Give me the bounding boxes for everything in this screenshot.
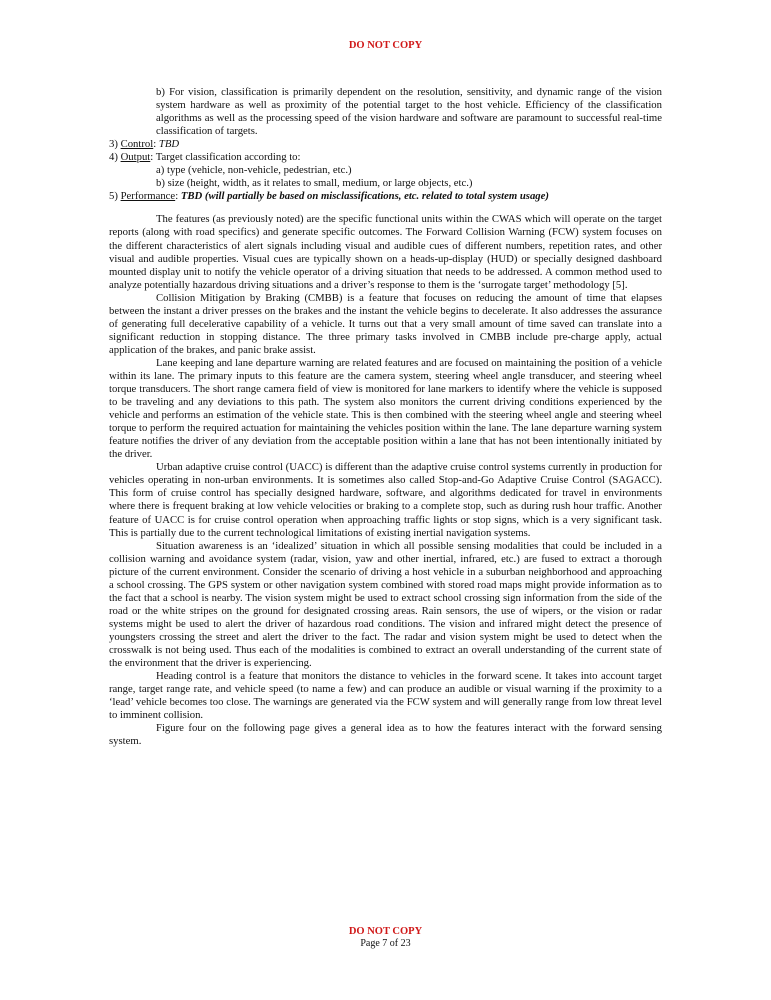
document-body	[109, 86, 662, 748]
list-item-b-vision: b) For vision, classification is primarily dependent on the resolution, sensitivity, and dynamic range of the vision system hardware as well as proximity of the potential target to the host vehicle. Efficiency of the classification algorithms as well as the processing speed of the vision hardware and software are paramount to successful real-time classification of targets.	[156, 86, 662, 138]
footer	[0, 926, 771, 950]
paragraph-features-fcw: The features (as previously noted) are the specific functional units within the CWAS which will operate on the target reports (along with road specifics) and generate specific outcomes. The Forward Collision Warning (FCW) system focuses on the different characteristics of alert signals including visual and audible cues of different numbers, repetition rates, and other visual and audible properties. Visual cues are typically shown on a heads-up-display (HUD) or specially designed dashboard mounted display unit to notify the vehicle operator of a driving situation that needs to be addressed. A common method used to analyze potentially hazardous driving situations and a driver’s response to them is the ‘surrogate target’ methodology [5].	[109, 213, 662, 291]
control-value: TBD	[158, 138, 180, 151]
paragraph-uacc: Urban adaptive cruise control (UACC) is different than the adaptive cruise control systems currently in production for vehicles operating in non-urban environments. It is sometimes also called Stop-and-Go Adaptive Cruise Control (SAGACC). This form of cruise control has specially designed hardware, software, and algorithms dedicated for travel in environments where there is frequent braking at low vehicle velocities or braking to a complete stop, such as during rush hour traffic. Another feature of UACC is for cruise control operation when approaching traffic lights or stop signs, which is a very significant task. This is partially due to the current technological limitations of existing inertial navigation systems.	[109, 461, 662, 539]
control-label: Control	[120, 138, 154, 151]
list-item-performance: 5) Performance: TBD (will partially be based on misclassifications, etc. related to total system usage)	[109, 190, 549, 203]
paragraph-heading-control: Heading control is a feature that monitors the distance to vehicles in the forward scene. It takes into account target range, target range rate, and vehicle speed (to name a few) and can produce an audible or visual warning if the proximity to a ‘lead’ vehicle becomes too close. The warnings are generated via the FCW system and will generally range from low threat level to imminent collision.	[109, 670, 662, 722]
page-number: Page 7 of 23	[360, 938, 411, 949]
paragraph-situation-awareness: Situation awareness is an ‘idealized’ situation in which all possible sensing modalities that could be included in a collision warning and avoidance system (radar, vision, yaw and other inertial, infrared, etc.) are fused to extract a thorough picture of the current environment. Consider the scenario of driving a host vehicle in a suburban neighborhood and approaching a school crossing. The GPS system or other navigation system combined with stored road maps might provide information as to the fact that a school is nearby. The vision system might be used to extract school crossing sign information from the side of the road or the white stripes on the ground for designated crossing areas. Rain sensors, the use of wipers, or the vision or radar systems might be used to alert the driver of hazardous road conditions. The vision and infrared might detect the presence of youngsters crossing the street and alert the driver to the fact. The radar and vision system might be used to detect when the crosswalk is not being used. Thus each of the modalities is combined to extract an overall understanding of the current state of the environment that the driver is experiencing.	[109, 539, 662, 670]
paragraph-cmbb: Collision Mitigation by Braking (CMBB) is a feature that focuses on reducing the amount of time that elapses between the instant a driver presses on the brakes and the instant the vehicle begins to decelerate. It also addresses the assurance of generating full decelerative capability of a vehicle. It turns out that a very small amount of time saved can translate into a significant reduction in stopping distance. The three primary tasks involved in CMBB include pre-charge apply, actual application of the brakes, and panic brake assist.	[109, 291, 662, 356]
performance-label: Performance	[120, 190, 176, 203]
output-value: : Target classification according to:	[150, 151, 301, 164]
list-item-output: 4) Output: Target classification according to:	[109, 151, 301, 164]
list-item-control: 3) Control: TBD	[109, 138, 180, 151]
output-subitem-a: a) type (vehicle, non-vehicle, pedestrian, etc.)	[156, 164, 352, 177]
paragraph-lane-keeping: Lane keeping and lane departure warning are related features and are focused on maintaining the position of a vehicle within its lane. The primary inputs to this feature are the camera system, steering wheel angle transducer, and steering wheel torque transducers. The short range camera field of view is monitored for lane markers to identify where the vehicle is supposed to be traveling and any deviations to this path. The system also monitors the current driving conditions experienced by the vehicle and performs an estimation of the vehicle state. This is then combined with the steering wheel angle and steering wheel torque to perform the required actuation for maintaining the vehicles position within the lane. The lane departure warning system feature notifies the driver of any deviation from the acceptable position within a lane that has not been intentionally initiated by the driver.	[109, 356, 662, 461]
header-watermark: DO NOT COPY	[348, 40, 423, 51]
paragraph-figure-four: Figure four on the following page gives a general idea as to how the features interact with the forward sensing system.	[109, 722, 662, 748]
performance-value: TBD (will partially be based on misclassifications, etc. related to total system usage)	[180, 190, 549, 203]
footer-watermark: DO NOT COPY	[348, 926, 423, 937]
output-label: Output	[120, 151, 151, 164]
output-subitem-b: b) size (height, width, as it relates to small, medium, or large objects, etc.)	[156, 177, 473, 190]
